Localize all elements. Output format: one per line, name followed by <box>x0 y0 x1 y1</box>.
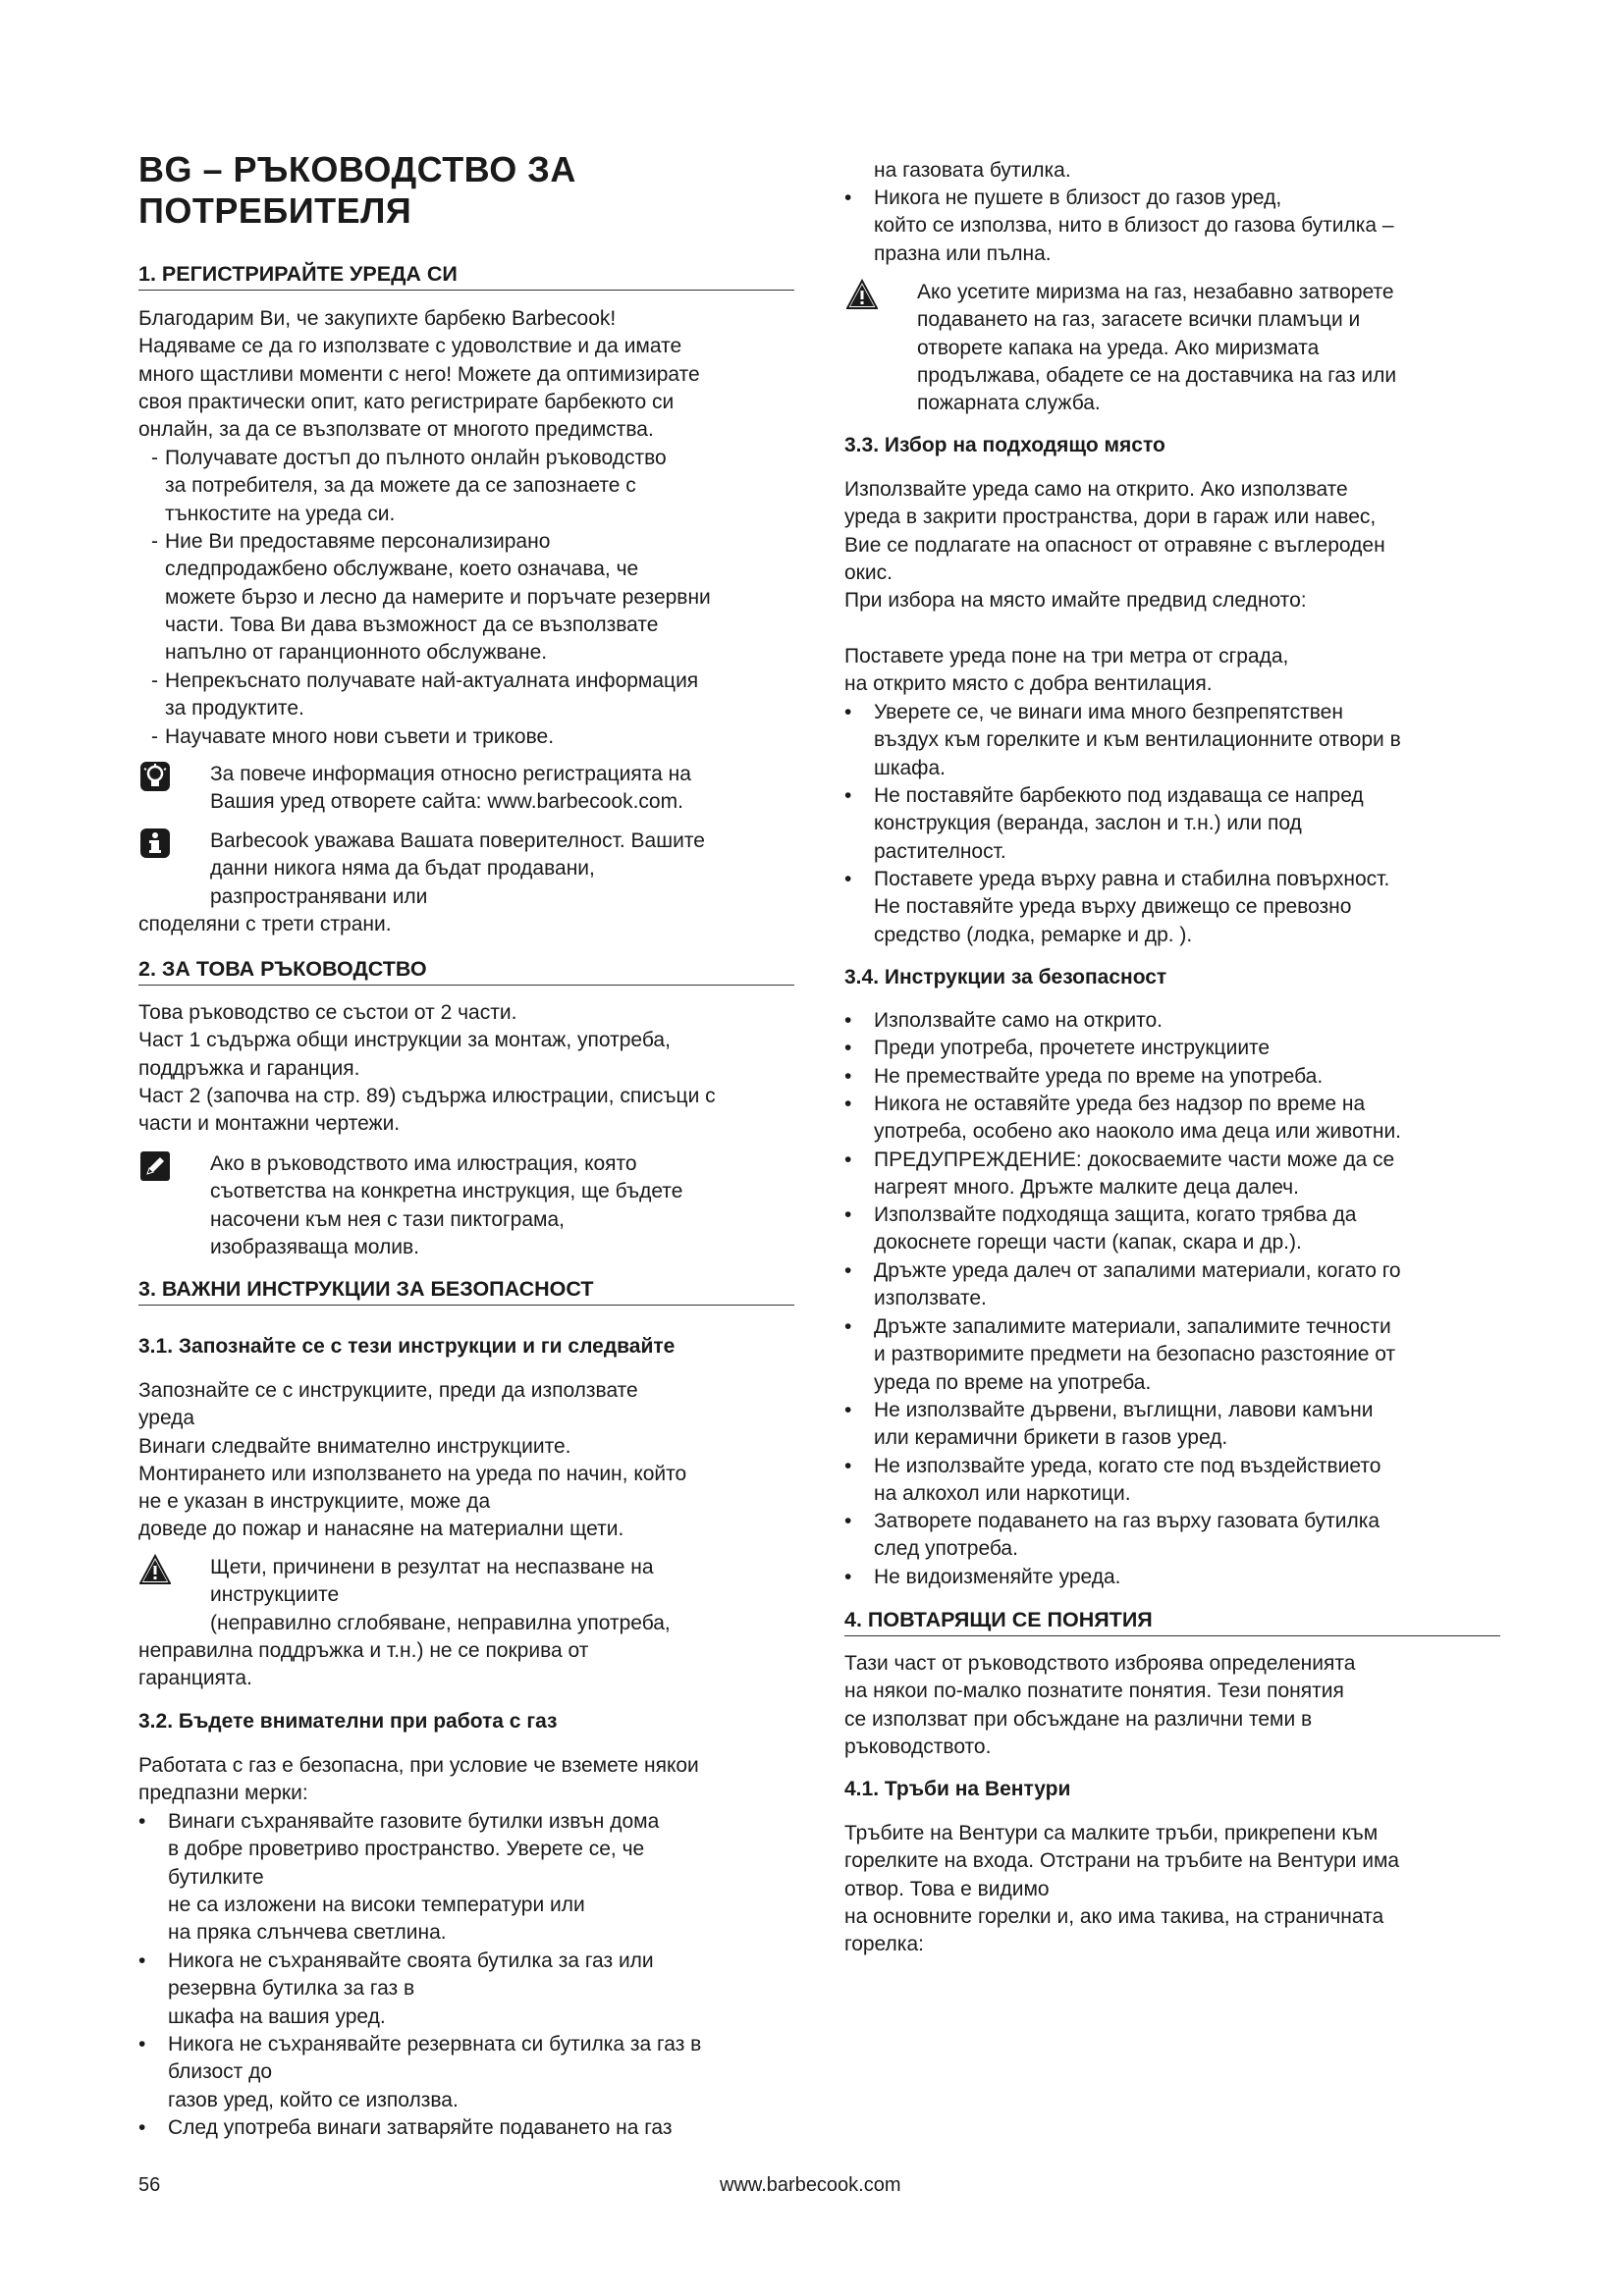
list-item: • ПРЕДУПРЕЖДЕНИЕ: докосваемите части може да се нагреят много. Дръжте малките деца далеч. <box>844 1148 1395 1200</box>
venturi-paragraph: Тръбите на Вентури са малките тръби, прикрепени към горелките на входа. Отстрани на тръбите на Вентури има отвор. Това е видимо на основните горелки и, ако има такива, на страничната горелка: <box>844 1822 1400 1956</box>
info-icon <box>139 828 171 859</box>
list-item: • Не видоизменяйте уреда. <box>844 1566 1121 1588</box>
list-item: - Научавате много нови съвети и трикове. <box>151 725 555 748</box>
list-item: • Не използвайте дървени, въглищни, лавови камъни или керамични брикети в газов уред. <box>844 1399 1374 1450</box>
subsection-heading-4-1: 4.1. Тръби на Вентури <box>844 1778 1071 1800</box>
s32-paragraph: Работата с газ е безопасна, при условие че вземете някои предпазни мерки: <box>138 1754 699 1805</box>
pictogram-note: Ако в ръководството има илюстрация, която съответства на конкретна инструкция, ще бъдете насочени към нея с тази пиктограма, изобразяваща молив. <box>210 1152 683 1258</box>
list-item: • Не поставяйте барбекюто под издаваща се напред конструкция (веранда, заслон и т.н.) или под растителност. <box>844 784 1364 863</box>
warning-icon <box>139 1554 171 1585</box>
list-item: - Получавате достъп до пълното онлайн ръководство за потребителя, за да можете да се запознаете с тънкостите на уреда си. <box>151 447 667 525</box>
list-item: • Никога не съхранявайте своята бутилка за газ или резервна бутилка за газ в шкафа на вашия уред. <box>138 1949 654 2028</box>
list-item: • Не използвайте уреда, когато сте под въздействието на алкохол или наркотици. <box>844 1455 1381 1506</box>
register-tip: За повече информация относно регистрацията на Вашия уред отворете сайта: www.barbecook.com. <box>210 763 691 814</box>
list-item: • Преди употреба, прочетете инструкциите <box>844 1037 1271 1059</box>
pencil-icon <box>139 1150 171 1182</box>
subsection-heading-3-3: 3.3. Избор на подходящо място <box>844 434 1165 456</box>
list-item: • Никога не оставяйте уреда без надзор по време на употреба, особено ако наоколо има деца или животни. <box>844 1093 1402 1144</box>
list-item: • Не премествайте уреда по време на употреба. <box>844 1065 1324 1088</box>
list-item: • Дръжте уреда далеч от запалими материали, когато го използвате. <box>844 1259 1401 1310</box>
section-heading-safety: 3. ВАЖНИ ИНСТРУКЦИИ ЗА БЕЗОПАСНОСТ <box>138 1276 794 1306</box>
list-item: - Ние Ви предоставяме персонализирано следпродажбено обслужване, което означава, че можете бързо и лесно да намерите и поръчате резервни части. Това Ви дава възможност да се възползвате напълно от гаранционното обслужване. <box>151 530 711 665</box>
list-item: • Затворете подаването на газ върху газовата бутилка след употреба. <box>844 1510 1380 1561</box>
terms-paragraph: Тази част от ръководството изброява определенията на някои по-малко познатите понятия. Тези понятия се използват при обсъждане на различни теми в ръководството. <box>844 1652 1356 1758</box>
list-item: • Използвайте подходяща защита, когато трябва да докоснете горещи части (капак, скара и др.). <box>844 1203 1357 1255</box>
register-intro: Благодарим Ви, че закупихте барбекю Barbecook! Надяваме се да го използвате с удоволствие и да имате много щастливи моменти с него! Можете да оптимизирате своя практически опит, като регистрирате барбекюто си онлайн, за да се възползвате от многото предимства. <box>138 307 700 442</box>
lightbulb-icon <box>139 761 171 792</box>
list-item: • Никога не съхранявайте резервната си бутилка за газ в близост до газов уред, който се използва. <box>138 2033 702 2111</box>
s31-warning: Щети, причинени в резултат на неспазване на инструкциите (неправилно сглобяване, неправилна употреба, <box>210 1556 671 1634</box>
s33-paragraph: Използвайте уреда само на открито. Ако използвате уреда в закрити пространства, дори в гараж или навес, Вие се подлагате на опасност от отравяне с въглероден окис. При избора на място имайте предвид следното: <box>844 478 1385 613</box>
page-title: BG – РЪКОВОДСТВО ЗА ПОТРЕБИТЕЛЯ <box>138 149 576 231</box>
privacy-note: Barbecook уважава Вашата поверителност. Вашите данни никога няма да бъдат продавани, разпространявани или <box>210 829 705 908</box>
section-heading-about: 2. ЗА ТОВА РЪКОВОДСТВО <box>138 956 794 986</box>
warning-icon <box>846 279 878 310</box>
about-paragraph: Това ръководство се състои от 2 части. Част 1 съдържа общи инструкции за монтаж, употреба, поддръжка и гаранция. Част 2 (започва на стр. 89) съдържа илюстрации, списъци с части и монтажни чертежи. <box>138 1001 716 1136</box>
footer-url[interactable]: www.barbecook.com <box>720 2174 901 2196</box>
list-item: • Винаги съхранявайте газовите бутилки извън дома в добре проветриво пространство. Уверете се, че бутилките не са изложени на високи температури или на пряка слънчева светлина. <box>138 1810 660 1945</box>
subsection-heading-3-1: 3.1. Запознайте се с тези инструкции и ги следвайте <box>138 1335 676 1358</box>
page-number: 56 <box>138 2174 161 2196</box>
section-heading-terms: 4. ПОВТАРЯЩИ СЕ ПОНЯТИЯ <box>844 1607 1500 1636</box>
list-item: • След употреба винаги затваряйте подаването на газ <box>138 2116 673 2139</box>
list-item: • Дръжте запалимите материали, запалимите течности и разтворимите предмети на безопасно разстояние от уреда по време на употреба. <box>844 1315 1396 1394</box>
list-item: • Поставете уреда върху равна и стабилна повърхност. Не поставяйте уреда върху движещо се превозно средство (лодка, ремарке и др. ). <box>844 868 1390 946</box>
section-heading-register: 1. РЕГИСТРИРАЙТЕ УРЕДА СИ <box>138 261 794 291</box>
gas-smell-warning: Ако усетите миризма на газ, незабавно затворете подаването на газ, загасете всички пламъци и отворете капака на уреда. Ако миризмата продължава, обадете се на доставчика на газ или пожарната служба. <box>917 281 1397 415</box>
list-item: • Използвайте само на открито. <box>844 1009 1163 1032</box>
privacy-note-tail: споделяни с трети страни. <box>138 913 392 935</box>
subsection-heading-3-4: 3.4. Инструкции за безопасност <box>844 966 1167 988</box>
list-item: • Уверете се, че винаги има много безпрепятствен въздух към горелките и към вентилационните отвори в шкафа. <box>844 701 1401 779</box>
list-item: • Никога не пушете в близост до газов уред, който се използва, нито в близост до газова бутилка – празна или пълна. <box>844 187 1394 265</box>
list-item-continuation: на газовата бутилка. <box>874 159 1071 182</box>
list-item: - Непрекъснато получавате най-актуалната информация за продуктите. <box>151 669 699 721</box>
s33-paragraph-2: Поставете уреда поне на три метра от сграда, на открито място с добра вентилация. <box>844 645 1289 696</box>
s31-paragraph: Запознайте се с инструкциите, преди да използвате уреда Винаги следвайте внимателно инструкциите. Монтирането или използването на уреда по начин, който не е указан в инструкциите, може да доведе до пожар и нанасяне на материални щети. <box>138 1379 687 1541</box>
subsection-heading-3-2: 3.2. Бъдете внимателни при работа с газ <box>138 1710 558 1733</box>
s31-warning-tail: неправилна поддръжка и т.н.) не се покрива от гаранцията. <box>138 1639 589 1690</box>
